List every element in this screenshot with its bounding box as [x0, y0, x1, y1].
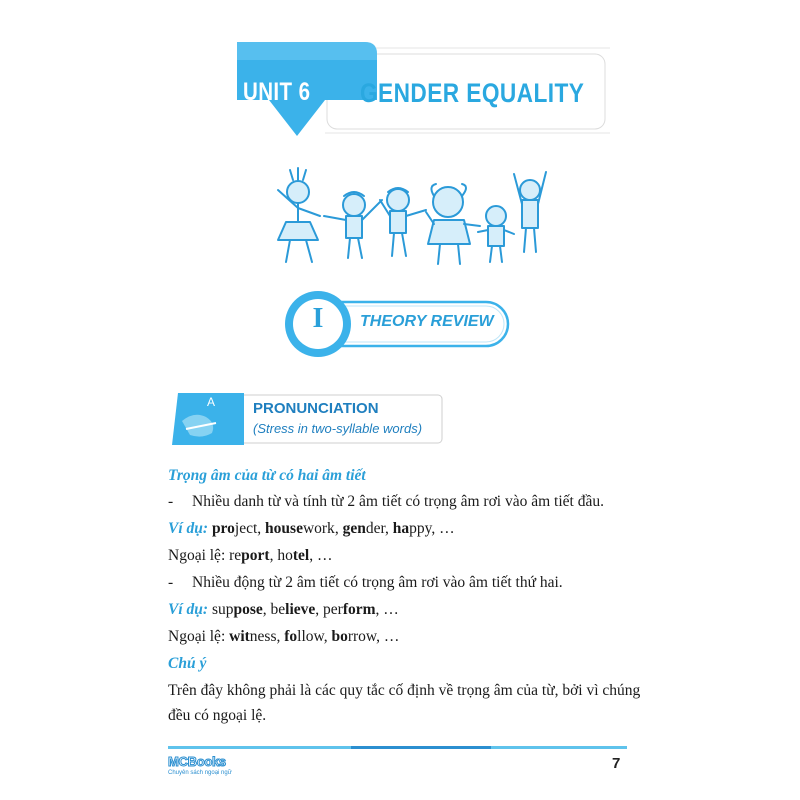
- example-label: Ví dụ:: [168, 520, 209, 537]
- note-line-2: đều có ngoại lệ.: [168, 707, 267, 724]
- example-1: Ví dụ: project, housework, gender, happy, …: [168, 520, 455, 537]
- syllable: work: [302, 520, 335, 537]
- rule-1-text: Nhiều danh từ và tính từ 2 âm tiết có trọng âm rơi vào âm tiết đầu.: [192, 493, 604, 510]
- stressed-syllable: wit: [229, 628, 250, 645]
- syllable: ject: [234, 520, 258, 537]
- stressed-syllable: port: [241, 547, 270, 564]
- example-2: Ví dụ: suppose, believe, perform, …: [168, 601, 399, 618]
- children-illustration: [268, 160, 558, 275]
- exception-label: Ngoại lệ:: [168, 547, 226, 564]
- exception-1: Ngoại lệ: report, hotel, …: [168, 547, 333, 564]
- stressed-syllable: pose: [233, 601, 263, 618]
- note-line-1: Trên đây không phải là các quy tắc cố định về trọng âm của từ, bởi vì chúng: [168, 682, 641, 699]
- ellipsis: , …: [376, 628, 400, 645]
- bullet: -: [168, 574, 174, 591]
- bullet: -: [168, 493, 174, 510]
- exception-label: Ngoại lệ:: [168, 628, 226, 645]
- stressed-syllable: house: [265, 520, 303, 537]
- rule-heading: Trọng âm của từ có hai âm tiết: [168, 467, 366, 484]
- exception-2: Ngoại lệ: witness, follow, borrow, …: [168, 628, 400, 645]
- example-label: Ví dụ:: [168, 601, 209, 618]
- ellipsis: , …: [375, 601, 399, 618]
- stressed-syllable: bo: [331, 628, 348, 645]
- syllable: rrow: [347, 628, 377, 645]
- page-number: 7: [612, 755, 621, 772]
- stressed-syllable: lieve: [285, 601, 316, 618]
- publisher-logo: MCBooks: [168, 754, 226, 769]
- rule-2: [168, 574, 563, 592]
- syllable: der: [365, 520, 385, 537]
- footer-divider: [351, 746, 491, 749]
- stressed-syllable: tel: [292, 547, 310, 564]
- rule-2-text: Nhiều động từ 2 âm tiết có trọng âm rơi vào âm tiết thứ hai.: [192, 574, 563, 591]
- subsection-letter: A: [207, 395, 216, 409]
- publisher-tagline: Chuyên sách ngoại ngữ: [168, 770, 232, 776]
- section-numeral: I: [312, 303, 324, 334]
- section-title: THEORY REVIEW: [360, 313, 494, 330]
- footer-divider: [491, 746, 627, 749]
- syllable: sup: [211, 601, 234, 618]
- stressed-syllable: fo: [284, 628, 298, 645]
- ellipsis: , …: [309, 547, 333, 564]
- ellipsis: , …: [431, 520, 455, 537]
- syllable: per: [323, 601, 343, 618]
- syllable: ppy: [409, 520, 432, 537]
- note-heading: Chú ý: [168, 655, 207, 672]
- syllable: ho: [277, 547, 293, 564]
- stressed-syllable: gen: [342, 520, 366, 537]
- syllable: llow: [297, 628, 324, 645]
- stressed-syllable: form: [342, 601, 376, 618]
- stressed-syllable: ha: [392, 520, 410, 537]
- stressed-syllable: pro: [211, 520, 235, 537]
- unit-title: GENDER EQUALITY: [360, 78, 585, 108]
- syllable: ness: [249, 628, 277, 645]
- subsection-title: PRONUNCIATION: [253, 400, 379, 417]
- rule-1: [168, 493, 604, 511]
- footer-divider: [168, 746, 351, 749]
- syllable: re: [229, 547, 242, 564]
- syllable: be: [270, 601, 286, 618]
- subsection-subtitle: (Stress in two-syllable words): [253, 421, 423, 436]
- unit-label: UNIT 6: [243, 78, 311, 106]
